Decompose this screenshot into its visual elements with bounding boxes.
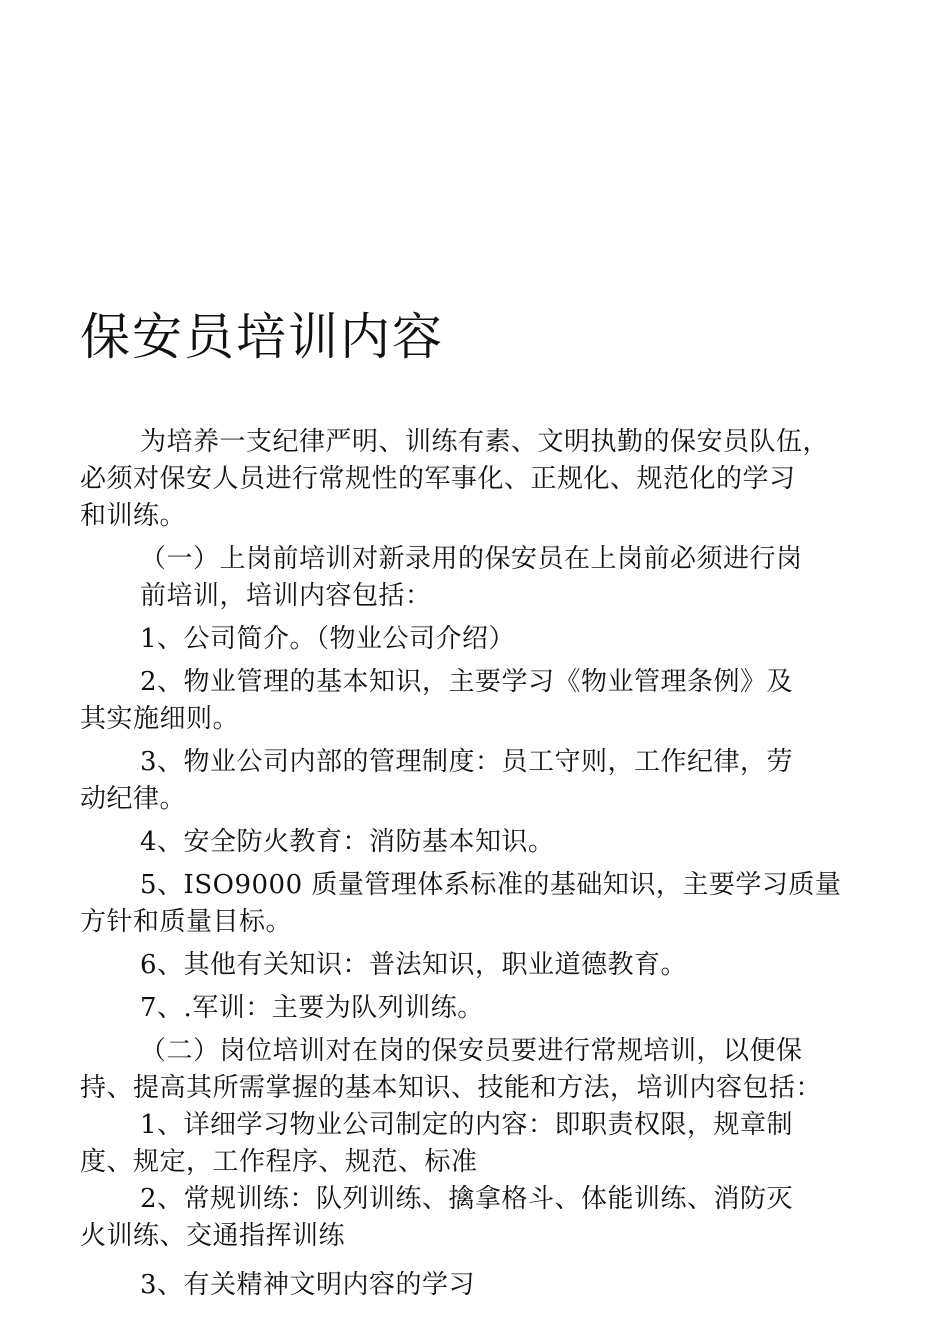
section-2-item-1-line-2: 度、规定，工作程序、规范、标准 — [80, 1147, 478, 1177]
section-1-item-4: 4、安全防火教育：消防基本知识。 — [140, 827, 555, 857]
section-1-item-5-line-2: 方针和质量目标。 — [80, 907, 293, 937]
section-1-item-3-line-2: 动纪律。 — [80, 784, 187, 814]
section-1-item-3-line-1: 3、物业公司内部的管理制度：员工守则，工作纪律，劳 — [140, 747, 794, 777]
section-2-item-1-line-1: 1、详细学习物业公司制定的内容：即职责权限，规章制 — [140, 1110, 794, 1140]
section-1-item-2-line-2: 其实施细则。 — [80, 704, 240, 734]
intro-line-3: 和训练。 — [80, 501, 187, 531]
section-1-heading-line-1: （一）上岗前培训对新录用的保安员在上岗前必须进行岗 — [140, 544, 803, 574]
section-1-item-2-line-1: 2、物业管理的基本知识，主要学习《物业管理条例》及 — [140, 667, 794, 697]
intro-line-1: 为培养一支纪律严明、训练有素、文明执勤的保安员队伍， — [140, 427, 830, 457]
section-1-item-5-line-1: 5、ISO9000 质量管理体系标准的基础知识，主要学习质量 — [140, 870, 842, 900]
document-body — [80, 424, 880, 1304]
section-1-item-1: 1、公司简介。（物业公司介绍） — [140, 624, 516, 654]
section-2-item-2-line-2: 火训练、交通指挥训练 — [80, 1221, 346, 1251]
section-2-item-2-line-1: 2、常规训练：队列训练、擒拿格斗、体能训练、消防灭 — [140, 1184, 794, 1214]
section-1-item-7: 7、.军训：主要为队列训练。 — [140, 993, 484, 1023]
document-title: 保安员培训内容 — [80, 308, 444, 366]
section-2-heading-line-2: 持、提高其所需掌握的基本知识、技能和方法，培训内容包括： — [80, 1073, 823, 1103]
intro-line-2: 必须对保安人员进行常规性的军事化、正规化、规范化的学习 — [80, 464, 796, 494]
section-1-heading-line-2: 前培训，培训内容包括： — [140, 581, 432, 611]
section-1-item-6: 6、其他有关知识：普法知识，职业道德教育。 — [140, 950, 688, 980]
section-2-item-3: 3、有关精神文明内容的学习 — [140, 1270, 476, 1300]
section-2-heading-line-1: （二）岗位培训对在岗的保安员要进行常规培训，以便保 — [140, 1036, 803, 1066]
